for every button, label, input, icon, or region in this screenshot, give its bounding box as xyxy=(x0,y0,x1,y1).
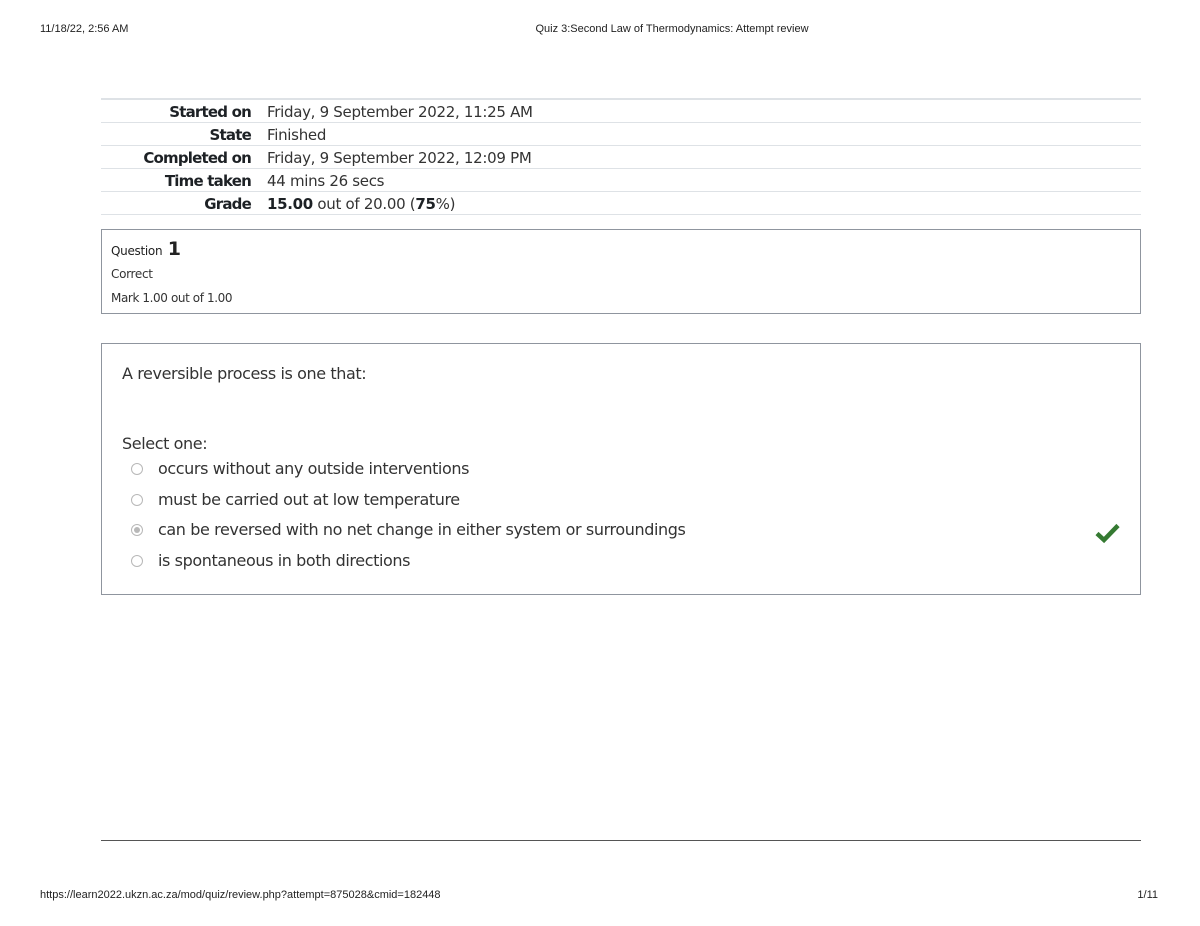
question-info-box xyxy=(101,229,1141,314)
summary-value-completed: Friday, 9 September 2022, 12:09 PM xyxy=(267,148,532,167)
question-mark: Mark 1.00 out of 1.00 xyxy=(111,291,233,305)
select-one-label: Select one: xyxy=(122,434,208,453)
grade-out-of: out of 20.00 ( xyxy=(312,194,416,213)
answer-label: occurs without any outside interventions xyxy=(158,459,470,478)
answer-radio[interactable] xyxy=(131,494,143,506)
attempt-summary-table xyxy=(101,98,1141,215)
question-content-box xyxy=(101,343,1141,595)
grade-suffix: %) xyxy=(435,194,456,213)
summary-row xyxy=(101,192,1141,215)
print-header xyxy=(0,23,1200,39)
print-footer xyxy=(0,889,1200,905)
summary-label-state: State xyxy=(209,125,251,144)
answer-label: must be carried out at low temperature xyxy=(158,490,460,509)
summary-row xyxy=(101,146,1141,169)
answer-radio[interactable] xyxy=(131,463,143,475)
footer-divider xyxy=(101,840,1141,841)
summary-label-started: Started on xyxy=(169,102,251,121)
question-number-value: 1 xyxy=(167,238,182,260)
print-datetime: 11/18/22, 2:56 AM xyxy=(40,23,129,35)
print-url: https://learn2022.ukzn.ac.za/mod/quiz/review.php?attempt=875028&cmid=182448 xyxy=(40,889,441,901)
answer-radio[interactable] xyxy=(131,555,143,567)
answer-label: can be reversed with no net change in either system or surroundings xyxy=(158,520,686,539)
question-number xyxy=(111,238,181,260)
question-state: Correct xyxy=(111,267,153,281)
answer-radio-checked[interactable] xyxy=(131,524,143,536)
summary-value-state: Finished xyxy=(267,125,327,144)
grade-score: 15.00 xyxy=(267,194,313,213)
summary-row xyxy=(101,169,1141,192)
summary-value-started: Friday, 9 September 2022, 11:25 AM xyxy=(267,102,533,121)
summary-label-completed: Completed on xyxy=(143,148,251,167)
summary-row xyxy=(101,123,1141,146)
question-prompt: A reversible process is one that: xyxy=(122,364,367,383)
summary-label-grade: Grade xyxy=(204,194,251,213)
print-page-title: Quiz 3:Second Law of Thermodynamics: Attempt review xyxy=(535,23,809,35)
summary-value-grade xyxy=(267,192,1141,215)
answer-label: is spontaneous in both directions xyxy=(158,551,411,570)
summary-row xyxy=(101,99,1141,123)
check-icon xyxy=(1095,522,1120,544)
summary-value-time-taken: 44 mins 26 secs xyxy=(267,171,385,190)
question-prefix: Question xyxy=(111,244,163,258)
print-page-number: 1/11 xyxy=(1137,889,1158,901)
summary-label-time-taken: Time taken xyxy=(164,171,251,190)
grade-percent: 75 xyxy=(415,194,436,213)
